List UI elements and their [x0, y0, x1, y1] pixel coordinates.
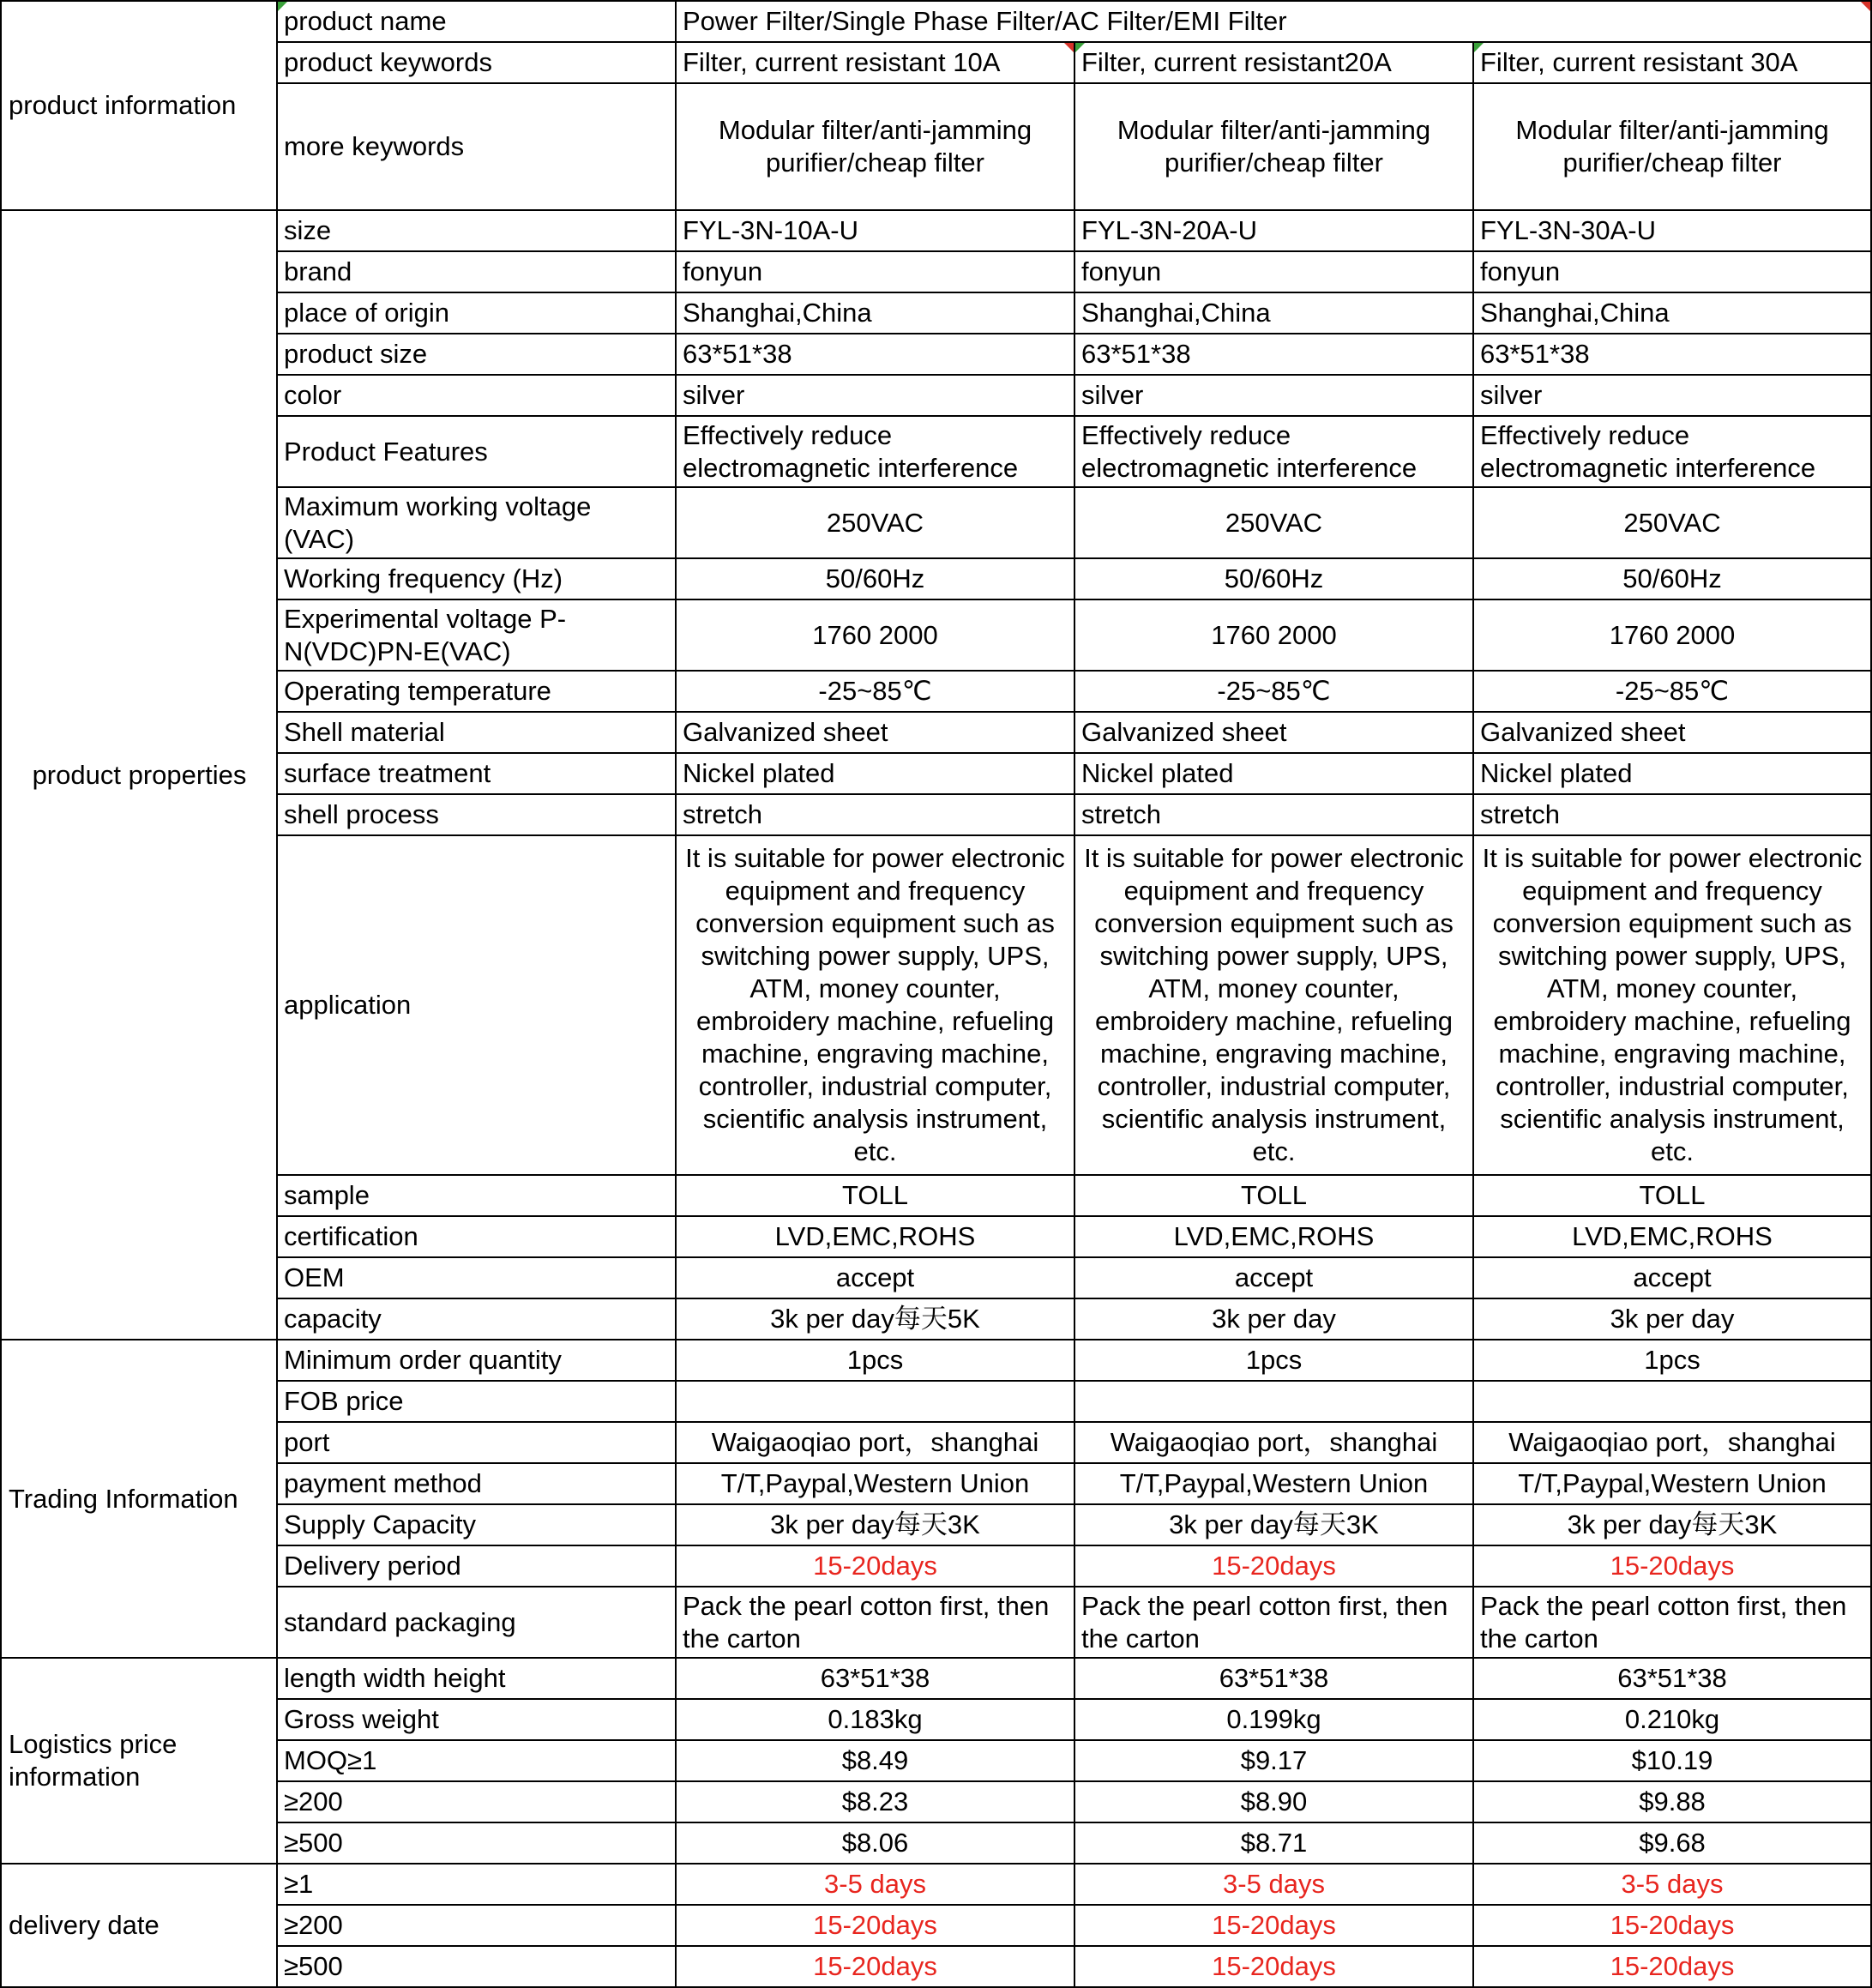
cell-surface-treatment-model-1: Nickel plated	[676, 753, 1074, 794]
cell-brand-model-2: fonyun	[1074, 251, 1473, 292]
cell-certification-model-3: LVD,EMC,ROHS	[1473, 1216, 1871, 1257]
cell-application-model-3: It is suitable for power electronic equipment and frequency conversion equipment such as switching power supply, UPS, ATM, money counter, embroidery machine, refueling machine, engraving machine, controller, industrial computer, scientific analysis instrument, etc.	[1473, 835, 1871, 1175]
cell-product-size-model-3: 63*51*38	[1473, 334, 1871, 375]
table-row-product-keywords	[1, 42, 1871, 83]
row-label-operating-temperature: Operating temperature	[277, 671, 676, 712]
cell-shell-material-model-3: Galvanized sheet	[1473, 712, 1871, 753]
table-row-moq-1	[1, 1740, 1871, 1781]
row-label-moq-1: MOQ≥1	[277, 1740, 676, 1781]
table-row-delivery-period	[1, 1545, 1871, 1587]
table-row-payment-method	[1, 1463, 1871, 1504]
cell-place-of-origin-model-2: Shanghai,China	[1074, 292, 1473, 334]
table-row-oem	[1, 1257, 1871, 1298]
row-label-product-features: Product Features	[277, 416, 676, 487]
cell-brand-model-3: fonyun	[1473, 251, 1871, 292]
table-row-price-500	[1, 1822, 1871, 1864]
cell-delivery-period-model-2: 15-20days	[1074, 1545, 1473, 1587]
cell-delivery-1-model-2: 3-5 days	[1074, 1864, 1473, 1905]
table-row-min-order-quantity	[1, 1340, 1871, 1381]
cell-size-model-3: FYL-3N-30A-U	[1473, 210, 1871, 251]
cell-min-order-quantity-model-3: 1pcs	[1473, 1340, 1871, 1381]
cell-price-500-model-3: $9.68	[1473, 1822, 1871, 1864]
table-row-working-frequency	[1, 558, 1871, 599]
row-label-shell-process: shell process	[277, 794, 676, 835]
row-label-delivery-500: ≥500	[277, 1946, 676, 1987]
row-label-brand: brand	[277, 251, 676, 292]
row-label-length-width-height: length width height	[277, 1658, 676, 1699]
cell-port-model-2: Waigaoqiao port，shanghai	[1074, 1422, 1473, 1463]
cell-shell-process-model-2: stretch	[1074, 794, 1473, 835]
cell-fob-price-model-3	[1473, 1381, 1871, 1422]
table-row-operating-temperature	[1, 671, 1871, 712]
cell-fob-price-model-2	[1074, 1381, 1473, 1422]
row-label-price-500: ≥500	[277, 1822, 676, 1864]
cell-operating-temperature-model-3: -25~85℃	[1473, 671, 1871, 712]
cell-application-model-2: It is suitable for power electronic equipment and frequency conversion equipment such as switching power supply, UPS, ATM, money counter, embroidery machine, refueling machine, engraving machine, controller, industrial computer, scientific analysis instrument, etc.	[1074, 835, 1473, 1175]
cell-product-features-model-3: Effectively reduce electromagnetic interference	[1473, 416, 1871, 487]
cell-delivery-500-model-3: 15-20days	[1473, 1946, 1871, 1987]
cell-place-of-origin-model-3: Shanghai,China	[1473, 292, 1871, 334]
cell-working-frequency-model-1: 50/60Hz	[676, 558, 1074, 599]
cell-length-width-height-model-3: 63*51*38	[1473, 1658, 1871, 1699]
table-row-surface-treatment	[1, 753, 1871, 794]
cell-color-model-2: silver	[1074, 375, 1473, 416]
cell-price-200-model-3: $9.88	[1473, 1781, 1871, 1822]
table-row-delivery-500	[1, 1946, 1871, 1987]
row-label-gross-weight: Gross weight	[277, 1699, 676, 1740]
table-row-max-working-voltage	[1, 487, 1871, 558]
cell-delivery-200-model-3: 15-20days	[1473, 1905, 1871, 1946]
cell-shell-material-model-2: Galvanized sheet	[1074, 712, 1473, 753]
row-label-shell-material: Shell material	[277, 712, 676, 753]
cell-product-keywords-model-1: Filter, current resistant 10A	[676, 42, 1074, 83]
table-row-more-keywords	[1, 83, 1871, 210]
cell-experimental-voltage-model-1: 1760 2000	[676, 599, 1074, 671]
table-row-capacity	[1, 1298, 1871, 1340]
cell-certification-model-2: LVD,EMC,ROHS	[1074, 1216, 1473, 1257]
cell-product-size-model-2: 63*51*38	[1074, 334, 1473, 375]
cell-gross-weight-model-1: 0.183kg	[676, 1699, 1074, 1740]
cell-more-keywords-model-1: Modular filter/anti-jamming purifier/cheap filter	[676, 83, 1074, 210]
row-label-more-keywords: more keywords	[277, 83, 676, 210]
table-row-delivery-200	[1, 1905, 1871, 1946]
table-row-product-features	[1, 416, 1871, 487]
table-row-port	[1, 1422, 1871, 1463]
row-label-port: port	[277, 1422, 676, 1463]
table-row-shell-process	[1, 794, 1871, 835]
row-label-product-size: product size	[277, 334, 676, 375]
cell-application-model-1: It is suitable for power electronic equipment and frequency conversion equipment such as switching power supply, UPS, ATM, money counter, embroidery machine, refueling machine, engraving machine, controller, industrial computer, scientific analysis instrument, etc.	[676, 835, 1074, 1175]
cell-supply-capacity-model-1: 3k per day每天3K	[676, 1504, 1074, 1545]
group-logistics-price-information: Logistics price information	[1, 1658, 277, 1864]
group-delivery-date: delivery date	[1, 1864, 277, 1987]
row-label-fob-price: FOB price	[277, 1381, 676, 1422]
row-label-delivery-1: ≥1	[277, 1864, 676, 1905]
cell-sample-model-3: TOLL	[1473, 1175, 1871, 1216]
cell-color-model-3: silver	[1473, 375, 1871, 416]
row-label-product-name: product name	[277, 1, 676, 42]
cell-experimental-voltage-model-3: 1760 2000	[1473, 599, 1871, 671]
row-label-delivery-period: Delivery period	[277, 1545, 676, 1587]
cell-product-keywords-model-2: Filter, current resistant20A	[1074, 42, 1473, 83]
row-label-working-frequency: Working frequency (Hz)	[277, 558, 676, 599]
cell-operating-temperature-model-2: -25~85℃	[1074, 671, 1473, 712]
cell-delivery-200-model-2: 15-20days	[1074, 1905, 1473, 1946]
cell-surface-treatment-model-3: Nickel plated	[1473, 753, 1871, 794]
cell-product-features-model-2: Effectively reduce electromagnetic interference	[1074, 416, 1473, 487]
row-label-sample: sample	[277, 1175, 676, 1216]
cell-certification-model-1: LVD,EMC,ROHS	[676, 1216, 1074, 1257]
cell-min-order-quantity-model-2: 1pcs	[1074, 1340, 1473, 1381]
cell-fob-price-model-1	[676, 1381, 1074, 1422]
table-row-certification	[1, 1216, 1871, 1257]
cell-price-200-model-1: $8.23	[676, 1781, 1074, 1822]
table-row-place-of-origin	[1, 292, 1871, 334]
cell-product-size-model-1: 63*51*38	[676, 334, 1074, 375]
row-label-standard-packaging: standard packaging	[277, 1587, 676, 1658]
row-label-application: application	[277, 835, 676, 1175]
cell-capacity-model-1: 3k per day每天5K	[676, 1298, 1074, 1340]
cell-sample-model-2: TOLL	[1074, 1175, 1473, 1216]
table-row-product-name	[1, 1, 1871, 42]
group-product-information: product information	[1, 1, 277, 210]
cell-gross-weight-model-2: 0.199kg	[1074, 1699, 1473, 1740]
cell-max-working-voltage-model-2: 250VAC	[1074, 487, 1473, 558]
cell-sample-model-1: TOLL	[676, 1175, 1074, 1216]
row-label-oem: OEM	[277, 1257, 676, 1298]
table-row-brand	[1, 251, 1871, 292]
cell-oem-model-1: accept	[676, 1257, 1074, 1298]
table-row-gross-weight	[1, 1699, 1871, 1740]
row-label-min-order-quantity: Minimum order quantity	[277, 1340, 676, 1381]
cell-shell-process-model-1: stretch	[676, 794, 1074, 835]
cell-length-width-height-model-1: 63*51*38	[676, 1658, 1074, 1699]
cell-place-of-origin-model-1: Shanghai,China	[676, 292, 1074, 334]
cell-working-frequency-model-3: 50/60Hz	[1473, 558, 1871, 599]
cell-delivery-1-model-3: 3-5 days	[1473, 1864, 1871, 1905]
row-label-max-working-voltage: Maximum working voltage (VAC)	[277, 487, 676, 558]
cell-capacity-model-2: 3k per day	[1074, 1298, 1473, 1340]
cell-payment-method-model-1: T/T,Paypal,Western Union	[676, 1463, 1074, 1504]
cell-payment-method-model-3: T/T,Paypal,Western Union	[1473, 1463, 1871, 1504]
cell-delivery-1-model-1: 3-5 days	[676, 1864, 1074, 1905]
table-row-application	[1, 835, 1871, 1175]
cell-moq-1-model-2: $9.17	[1074, 1740, 1473, 1781]
table-row-delivery-1	[1, 1864, 1871, 1905]
row-label-product-keywords: product keywords	[277, 42, 676, 83]
table-row-shell-material	[1, 712, 1871, 753]
row-label-surface-treatment: surface treatment	[277, 753, 676, 794]
row-label-supply-capacity: Supply Capacity	[277, 1504, 676, 1545]
table-row-fob-price	[1, 1381, 1871, 1422]
row-label-capacity: capacity	[277, 1298, 676, 1340]
cell-length-width-height-model-2: 63*51*38	[1074, 1658, 1473, 1699]
cell-delivery-period-model-3: 15-20days	[1473, 1545, 1871, 1587]
cell-operating-temperature-model-1: -25~85℃	[676, 671, 1074, 712]
row-label-size: size	[277, 210, 676, 251]
cell-delivery-500-model-1: 15-20days	[676, 1946, 1074, 1987]
row-label-delivery-200: ≥200	[277, 1905, 676, 1946]
table-row-supply-capacity	[1, 1504, 1871, 1545]
table-row-length-width-height	[1, 1658, 1871, 1699]
row-label-experimental-voltage: Experimental voltage P-N(VDC)PN-E(VAC)	[277, 599, 676, 671]
cell-max-working-voltage-model-1: 250VAC	[676, 487, 1074, 558]
cell-more-keywords-model-3: Modular filter/anti-jamming purifier/cheap filter	[1473, 83, 1871, 210]
cell-working-frequency-model-2: 50/60Hz	[1074, 558, 1473, 599]
table-row-size	[1, 210, 1871, 251]
cell-shell-process-model-3: stretch	[1473, 794, 1871, 835]
cell-size-model-1: FYL-3N-10A-U	[676, 210, 1074, 251]
cell-standard-packaging-model-2: Pack the pearl cotton first, then the carton	[1074, 1587, 1473, 1658]
group-product-properties: product properties	[1, 210, 277, 1340]
cell-capacity-model-3: 3k per day	[1473, 1298, 1871, 1340]
row-label-color: color	[277, 375, 676, 416]
table-row-standard-packaging	[1, 1587, 1871, 1658]
cell-delivery-500-model-2: 15-20days	[1074, 1946, 1473, 1987]
cell-port-model-3: Waigaoqiao port，shanghai	[1473, 1422, 1871, 1463]
table-row-experimental-voltage	[1, 599, 1871, 671]
cell-product-features-model-1: Effectively reduce electromagnetic interference	[676, 416, 1074, 487]
cell-standard-packaging-model-1: Pack the pearl cotton first, then the carton	[676, 1587, 1074, 1658]
cell-price-500-model-2: $8.71	[1074, 1822, 1473, 1864]
table-row-color	[1, 375, 1871, 416]
cell-delivery-period-model-1: 15-20days	[676, 1545, 1074, 1587]
cell-size-model-2: FYL-3N-20A-U	[1074, 210, 1473, 251]
cell-standard-packaging-model-3: Pack the pearl cotton first, then the carton	[1473, 1587, 1871, 1658]
table-row-sample	[1, 1175, 1871, 1216]
cell-shell-material-model-1: Galvanized sheet	[676, 712, 1074, 753]
cell-brand-model-1: fonyun	[676, 251, 1074, 292]
row-label-place-of-origin: place of origin	[277, 292, 676, 334]
cell-max-working-voltage-model-3: 250VAC	[1473, 487, 1871, 558]
group-trading-information: Trading Information	[1, 1340, 277, 1658]
cell-product-name: Power Filter/Single Phase Filter/AC Filter/EMI Filter	[676, 1, 1871, 42]
cell-moq-1-model-1: $8.49	[676, 1740, 1074, 1781]
cell-price-200-model-2: $8.90	[1074, 1781, 1473, 1822]
row-label-payment-method: payment method	[277, 1463, 676, 1504]
cell-payment-method-model-2: T/T,Paypal,Western Union	[1074, 1463, 1473, 1504]
cell-color-model-1: silver	[676, 375, 1074, 416]
cell-supply-capacity-model-3: 3k per day每天3K	[1473, 1504, 1871, 1545]
cell-product-keywords-model-3: Filter, current resistant 30A	[1473, 42, 1871, 83]
cell-delivery-200-model-1: 15-20days	[676, 1905, 1074, 1946]
cell-moq-1-model-3: $10.19	[1473, 1740, 1871, 1781]
cell-experimental-voltage-model-2: 1760 2000	[1074, 599, 1473, 671]
cell-gross-weight-model-3: 0.210kg	[1473, 1699, 1871, 1740]
cell-supply-capacity-model-2: 3k per day每天3K	[1074, 1504, 1473, 1545]
row-label-price-200: ≥200	[277, 1781, 676, 1822]
table-row-price-200	[1, 1781, 1871, 1822]
cell-port-model-1: Waigaoqiao port，shanghai	[676, 1422, 1074, 1463]
cell-oem-model-2: accept	[1074, 1257, 1473, 1298]
cell-oem-model-3: accept	[1473, 1257, 1871, 1298]
cell-surface-treatment-model-2: Nickel plated	[1074, 753, 1473, 794]
cell-min-order-quantity-model-1: 1pcs	[676, 1340, 1074, 1381]
row-label-certification: certification	[277, 1216, 676, 1257]
table-row-product-size	[1, 334, 1871, 375]
cell-more-keywords-model-2: Modular filter/anti-jamming purifier/cheap filter	[1074, 83, 1473, 210]
cell-price-500-model-1: $8.06	[676, 1822, 1074, 1864]
